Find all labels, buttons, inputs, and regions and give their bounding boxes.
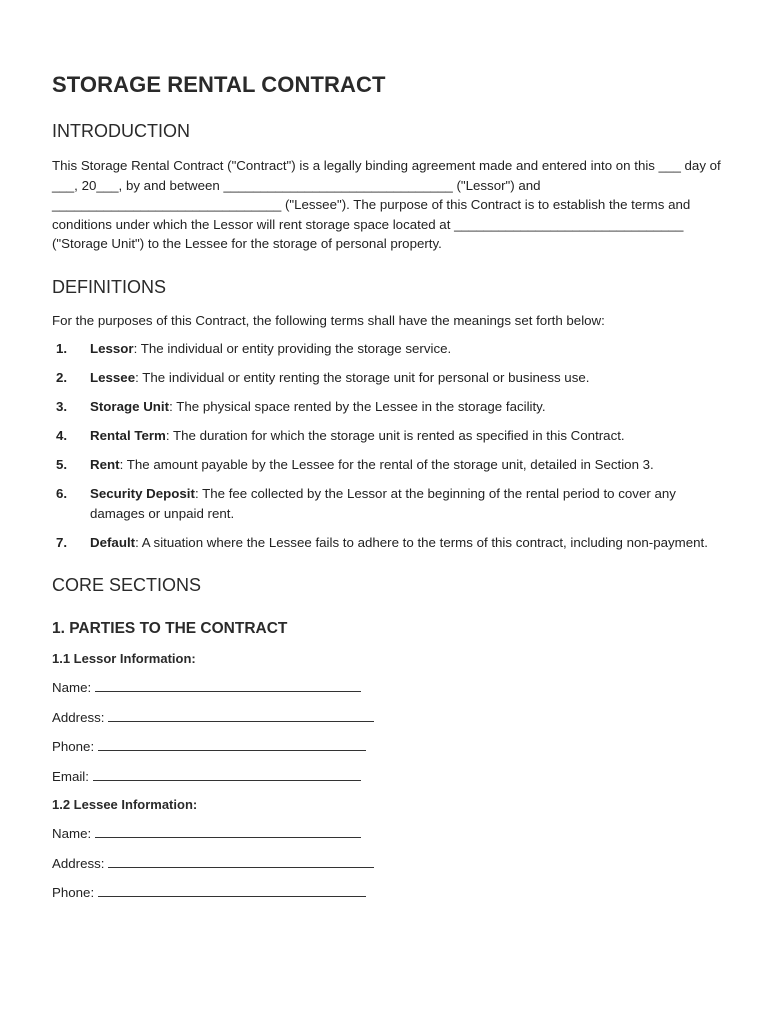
contract-page — [52, 70, 722, 903]
definition-term: Lessor — [90, 341, 134, 356]
lessor-email-blank[interactable] — [93, 767, 361, 781]
lessor-name-field — [52, 678, 722, 698]
document-title: STORAGE RENTAL CONTRACT — [52, 72, 386, 97]
definition-term: Rental Term — [90, 428, 166, 443]
lessor-info-heading: 1.1 Lessor Information: — [52, 651, 196, 666]
lessee-address-blank[interactable] — [108, 854, 374, 868]
definition-text: : The duration for which the storage unit is rented as specified in this Contract. — [165, 428, 625, 443]
lessor-phone-blank[interactable] — [98, 737, 366, 751]
definition-item — [52, 455, 722, 475]
lessor-name-label: Name: — [52, 680, 92, 695]
definition-item — [52, 397, 722, 417]
definition-number: 4. — [56, 428, 68, 443]
introduction-heading: INTRODUCTION — [52, 121, 190, 141]
definition-term: Lessee — [90, 370, 136, 385]
lessee-phone-label: Phone: — [52, 885, 95, 900]
definition-item — [52, 339, 722, 359]
lessee-name-label: Name: — [52, 826, 92, 841]
definition-text: : The physical space rented by the Lessee in the storage facility. — [169, 399, 546, 414]
lessor-phone-field — [52, 737, 722, 757]
definition-number: 3. — [56, 399, 68, 414]
definition-text: : The fee collected by the Lessor at the beginning of the rental period to cover any damages or unpaid rent. — [90, 486, 676, 521]
definition-number: 6. — [56, 486, 68, 501]
definition-text: : A situation where the Lessee fails to adhere to the terms of this contract, including non-payment. — [135, 534, 708, 550]
lessor-email-label: Email: — [52, 768, 89, 784]
lessee-info-heading: 1.2 Lessee Information: — [52, 797, 198, 812]
definition-number: 1. — [56, 341, 68, 356]
definition-text: : The individual or entity renting the storage unit for personal or business use. — [135, 370, 590, 385]
definitions-heading: DEFINITIONS — [52, 276, 167, 297]
definitions-list — [52, 339, 722, 552]
definition-number: 2. — [56, 370, 68, 385]
lessee-name-blank[interactable] — [95, 824, 361, 838]
definition-item — [52, 368, 722, 388]
lessor-address-field — [52, 708, 722, 728]
lessee-phone-blank[interactable] — [98, 883, 366, 897]
definition-text: : The amount payable by the Lessee for the rental of the storage unit, detailed in Section 3. — [119, 457, 654, 472]
core-sections-heading: CORE SECTIONS — [52, 575, 202, 595]
definition-number: 5. — [56, 457, 68, 472]
definition-term: Storage Unit — [90, 399, 170, 414]
lessee-phone-field — [52, 883, 722, 903]
parties-heading: 1. PARTIES TO THE CONTRACT — [52, 620, 288, 637]
definition-item — [52, 484, 722, 523]
definition-term: Rent — [90, 457, 120, 472]
definition-term: Default — [90, 534, 136, 550]
lessor-address-blank[interactable] — [108, 708, 374, 722]
definition-term: Security Deposit — [90, 486, 195, 501]
definition-item — [52, 426, 722, 446]
lessee-name-field — [52, 824, 722, 844]
lessor-phone-label: Phone: — [52, 739, 95, 754]
definitions-lead: For the purposes of this Contract, the following terms shall have the meanings set forth below: — [52, 312, 605, 328]
lessor-name-blank[interactable] — [95, 678, 361, 692]
definition-text: : The individual or entity providing the storage service. — [133, 341, 452, 356]
lessor-address-label: Address: — [52, 709, 105, 725]
definition-number: 7. — [56, 534, 68, 550]
lessee-address-label: Address: — [52, 855, 105, 871]
introduction-body: This Storage Rental Contract ("Contract") is a legally binding agreement made and entered into on this ___ day of ___, 20___, by and between _______________________________ ("Lessor") and _______________________________ ("Lessee"). The purpose of this Contract is to establish the terms and conditions under which the Lessor will rent storage space located at _______________________________ ("Storage Unit") to the Lessee for the storage of personal property. — [52, 158, 721, 251]
lessee-address-field — [52, 854, 722, 874]
definition-item — [52, 533, 722, 553]
lessor-email-field — [52, 767, 722, 787]
